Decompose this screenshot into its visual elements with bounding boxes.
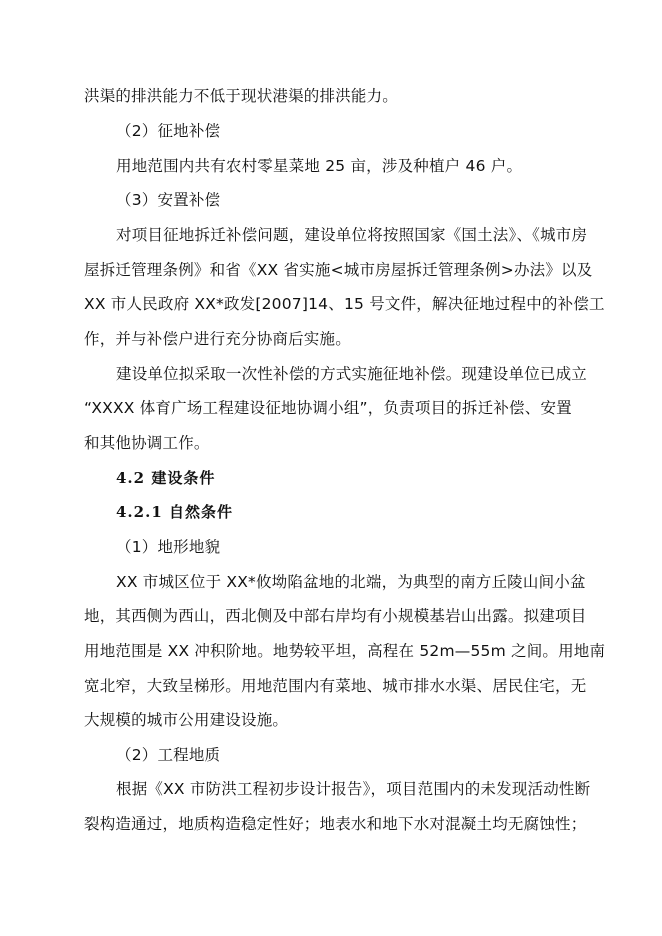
paragraph-line: 地，其西侧为西山，西北侧及中部右岸均有小规模基岩山出露。拟建项目 <box>84 607 587 625</box>
subsection-title: （2）征地补偿 <box>116 122 221 140</box>
paragraph-line: 用地范围内共有农村零星菜地 25 亩，涉及种植户 46 户。 <box>116 157 523 175</box>
paragraph-line: 作，并与补偿户进行充分协商后实施。 <box>84 330 351 348</box>
paragraph-line: 屋拆迁管理条例》和省《XX 省实施<城市房屋拆迁管理条例>办法》以及 <box>84 261 593 279</box>
paragraph-line: 根据《XX 市防洪工程初步设计报告》，项目范围内的未发现活动性断 <box>116 780 591 798</box>
paragraph-line: “XXXX 体育广场工程建设征地协调小组”，负责项目的拆迁补偿、安置 <box>84 399 572 417</box>
paragraph-line: 建设单位拟采取一次性补偿的方式实施征地补偿。现建设单位已成立 <box>116 365 588 383</box>
paragraph-line: 和其他协调工作。 <box>84 434 210 452</box>
paragraph-line: 宽北窄，大致呈梯形。用地范围内有菜地、城市排水水渠、居民住宅，无 <box>84 677 587 695</box>
paragraph-line: 对项目征地拆迁补偿问题，建设单位将按照国家《国土法》、《城市房 <box>116 226 588 244</box>
subsection-title: （3）安置补偿 <box>116 191 221 209</box>
paragraph-line: 裂构造通过，地质构造稳定性好；地表水和地下水对混凝土均无腐蚀性； <box>84 815 587 833</box>
subsection-title: （2）工程地质 <box>116 746 221 764</box>
subsection-title: （1）地形地貌 <box>116 538 221 556</box>
paragraph-line: XX 市人民政府 XX*政发[2007]14、15 号文件，解决征地过程中的补偿工 <box>84 295 605 313</box>
paragraph-line: 大规模的城市公用建设设施。 <box>84 711 289 729</box>
paragraph-line: 用地范围是 XX 冲积阶地。地势较平坦，高程在 52m—55m 之间。用地南 <box>84 642 606 660</box>
section-heading: 4.2 建设条件 <box>116 469 216 487</box>
paragraph-line: 洪渠的排洪能力不低于现状港渠的排洪能力。 <box>84 87 399 105</box>
paragraph-line: XX 市城区位于 XX*攸坳陷盆地的北端，为典型的南方丘陵山间小盆 <box>116 573 586 591</box>
subsection-heading: 4.2.1 自然条件 <box>116 503 233 521</box>
